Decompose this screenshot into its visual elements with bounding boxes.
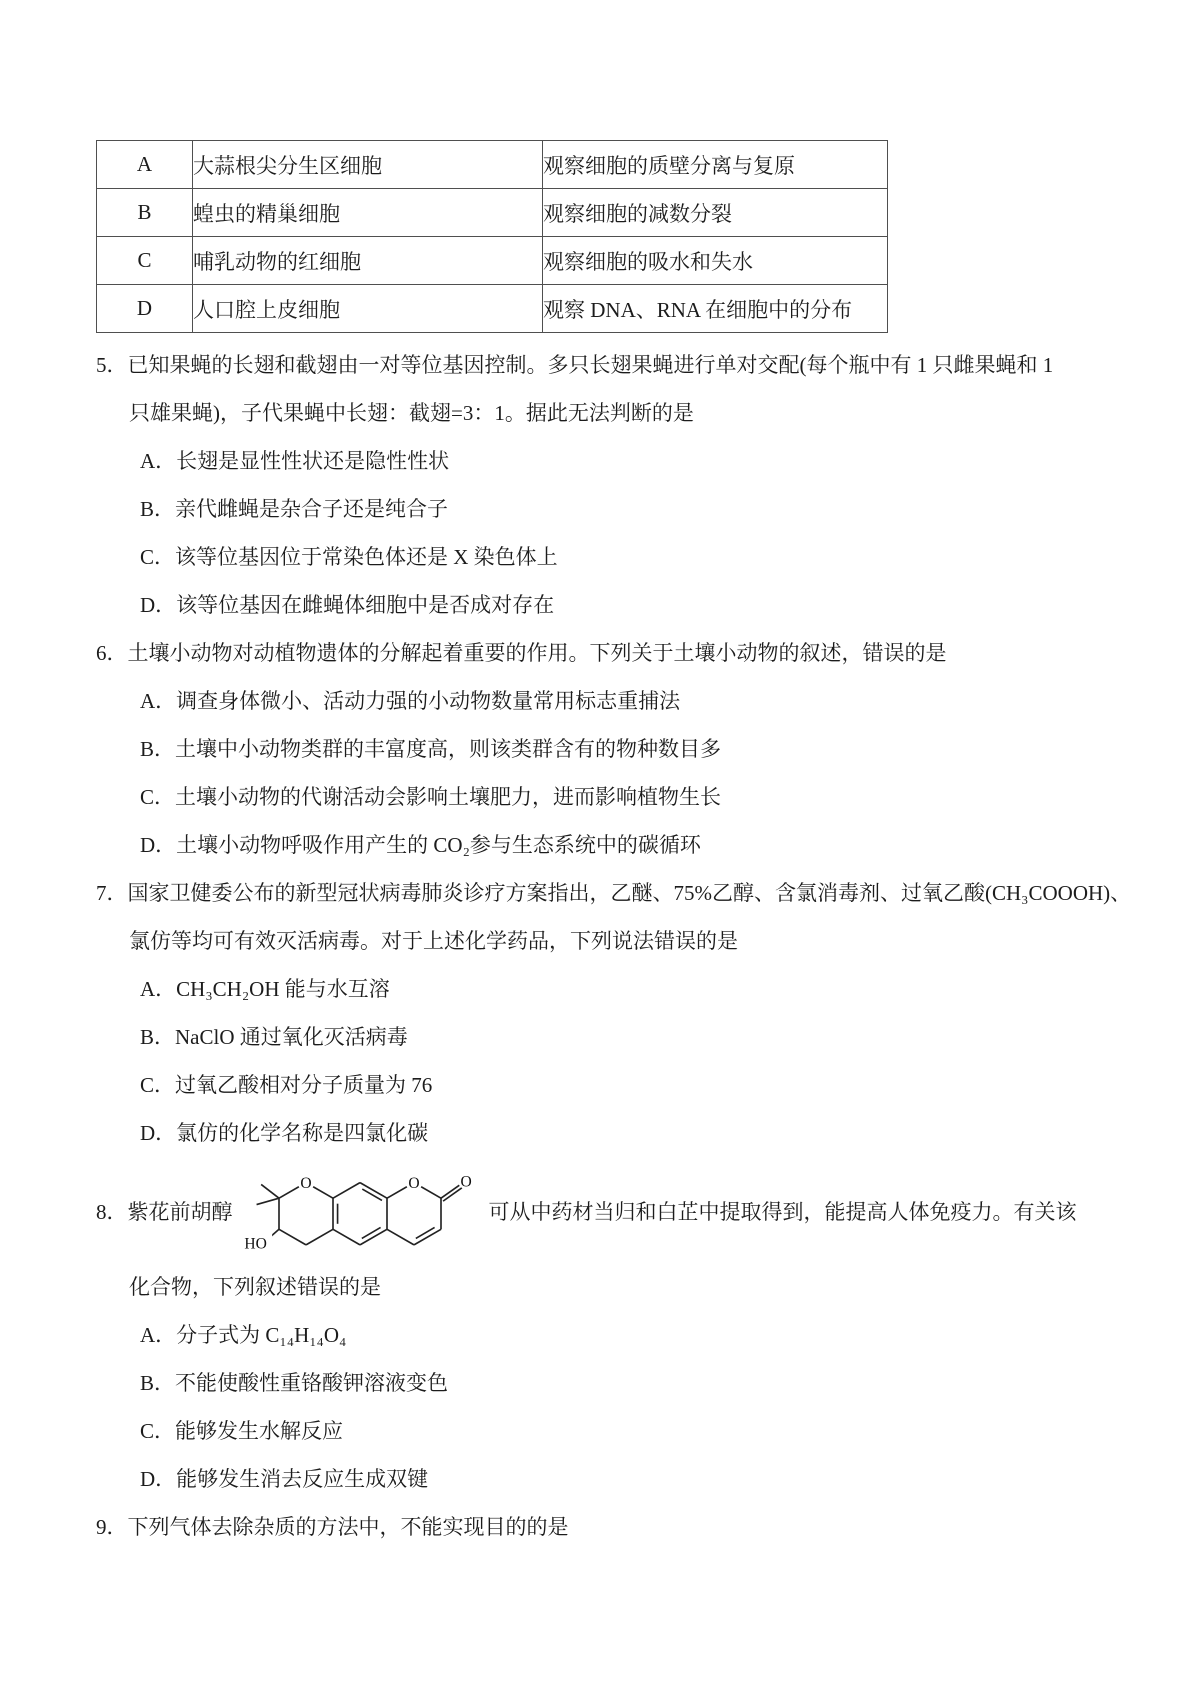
cell-purpose: 观察细胞的吸水和失水 [543,237,888,285]
page-content [96,140,1146,1551]
question-number: 6． [96,641,128,665]
option-line: A．调查身体微小、活动力强的小动物数量常用标志重捕法 [140,689,681,713]
option-line: A．CH₃CH₂OH 能与水互溶 [140,977,390,1001]
option-line: D．能够发生消去反应生成双键 [140,1467,429,1491]
question-9 [96,1503,1146,1551]
cell-material: 蝗虫的精巢细胞 [193,189,543,237]
chemical-structure-diagram [237,1157,483,1265]
cell-purpose: 观察 DNA、RNA 在细胞中的分布 [543,285,888,333]
table-row [97,141,888,189]
methyl-bond [261,1184,279,1198]
question-line: 氯仿等均可有效灭活病毒。对于上述化学药品，下列说法错误的是 [129,929,738,953]
hydroxyl-label: HO [243,1235,267,1253]
cell-purpose: 观察细胞的质壁分离与复原 [543,141,888,189]
exam-options-table [96,140,888,333]
option-line: D．土壤小动物呼吸作用产生的 CO₂参与生态系统中的碳循环 [140,833,701,857]
question-line [96,629,1146,677]
compound-name: 紫花前胡醇 [127,1200,233,1224]
cell-option-letter: A [97,141,193,189]
option-line: D．该等位基因在雌蝇体细胞中是否成对存在 [140,593,555,617]
question-text: 已知果蝇的长翅和截翅由一对等位基因控制。多只长翅果蝇进行单对交配(每个瓶中有 1 只雌果蝇和 1 [127,353,1054,377]
question-line: 只雄果蝇)，子代果蝇中长翅：截翅=3：1。据此无法判断的是 [129,401,694,425]
option-line: B．不能使酸性重铬酸钾溶液变色 [140,1371,449,1395]
oxygen-label: O [407,1175,420,1193]
option-line: C．能够发生水解反应 [140,1419,344,1443]
question-number: 5． [96,353,128,377]
option-line: C．土壤小动物的代谢活动会影响土壤肥力，进而影响植物生长 [140,785,722,809]
question-6 [96,629,1146,869]
question-line-with-structure [96,1159,1146,1263]
cell-material: 大蒜根尖分生区细胞 [193,141,543,189]
cell-material: 哺乳动物的红细胞 [193,237,543,285]
cell-purpose: 观察细胞的减数分裂 [543,189,888,237]
oxygen-label: O [460,1173,472,1191]
cell-option-letter: B [97,189,193,237]
question-line [96,341,1146,389]
question-8 [96,1159,1146,1503]
option-line: A．长翅是显性性状还是隐性性状 [140,449,450,473]
question-number: 8． [96,1200,128,1224]
question-line [96,869,1146,917]
question-text: 国家卫健委公布的新型冠状病毒肺炎诊疗方案指出，乙醚、75%乙醇、含氯消毒剂、过氧乙酸(CH₃COOOH)、 [127,881,1132,905]
question-text: 下列气体去除杂质的方法中，不能实现目的的是 [127,1515,569,1539]
oxygen-label: O [299,1175,312,1193]
question-line: 化合物，下列叙述错误的是 [129,1275,381,1299]
option-line: B．亲代雌蝇是杂合子还是纯合子 [140,497,449,521]
question-7 [96,869,1146,1157]
question-line [96,1503,1146,1551]
option-line: C．过氧乙酸相对分子质量为 76 [140,1073,433,1097]
option-line: D．氯仿的化学名称是四氯化碳 [140,1121,429,1145]
table-row [97,285,888,333]
cell-material: 人口腔上皮细胞 [193,285,543,333]
question-number: 7． [96,881,128,905]
option-line: C．该等位基因位于常染色体还是 X 染色体上 [140,545,558,569]
question-text: 可从中药材当归和白芷中提取得到，能提高人体免疫力。有关该 [488,1200,1077,1224]
option-line: B．NaClO 通过氧化灭活病毒 [140,1025,408,1049]
methyl-bond [256,1198,278,1204]
question-5 [96,341,1146,629]
table-row [97,237,888,285]
option-line: B．土壤中小动物类群的丰富度高，则该类群含有的物种数目多 [140,737,722,761]
cell-option-letter: D [97,285,193,333]
table-row [97,189,888,237]
question-text: 土壤小动物对动植物遗体的分解起着重要的作用。下列关于土壤小动物的叙述，错误的是 [127,641,947,665]
question-number-and-compound [96,1196,233,1226]
option-line: A．分子式为 C₁₄H₁₄O₄ [140,1323,347,1347]
question-number: 9． [96,1515,128,1539]
cell-option-letter: C [97,237,193,285]
